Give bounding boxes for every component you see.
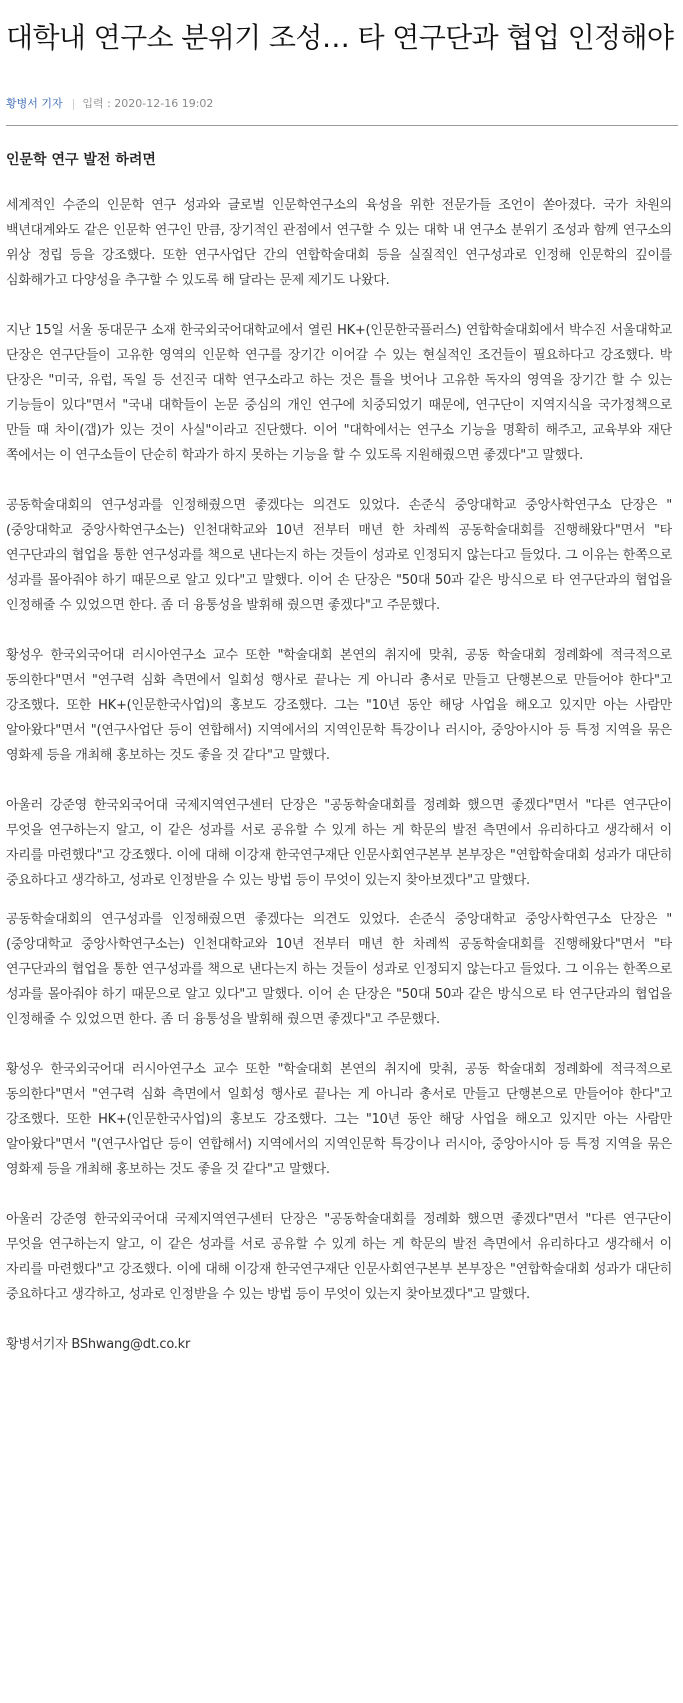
article-paragraph: 황성우 한국외국어대 러시아연구소 교수 또한 "학술대회 본연의 취지에 맞춰, 공동 학술대회 정례화에 적극적으로 동의한다"면서 "연구력 심화 측면에서 일회성 행사로 끝나는 게 아니라 총서로 만들고 단행본으로 만들어야 한다"고 강조했다. 또한 HK+(인문한국사업)의 홍보도 강조했다. 그는 "10년 동안 해당 사업을 해오고 있지만 아는 사람만 알아왔다"면서 "(연구사업단 등이 연합해서) 지역에서의 지역인문학 특강이나 러시아, 중앙아시아 등 특정 지역을 묶은 영화제 등을 개최해 홍보하는 것도 좋을 것 같다"고 말했다.: [6, 1062, 672, 1177]
article-paragraph: 공동학술대회의 연구성과를 인정해줬으면 좋겠다는 의견도 있었다. 손준식 중앙대학교 중앙사학연구소 단장은 "(중앙대학교 중앙사학연구소는) 인천대학교와 10년 전부터 매년 한 차례씩 공동학술대회를 진행해왔다"면서 "타 연구단과의 협업을 통한 연구성과를 책으로 낸다는지 하는 것들이 성과로 인정되지 않는다고 들었다. 그 이유는 한쪽으로 성과를 몰아줘야 하기 때문으로 알고 있다"고 말했다. 이어 손 단장은 "50대 50과 같은 방식으로 타 연구단과의 협업을 인정해줄 수 있었으면 한다. 좀 더 융통성을 발휘해 줬으면 좋겠다"고 주문했다.: [6, 912, 672, 1027]
reporter-name[interactable]: 황병서 기자: [6, 97, 63, 110]
published-date: 입력 : 2020-12-16 19:02: [82, 97, 214, 110]
article-paragraph: 아울러 강준영 한국외국어대 국제지역연구센터 단장은 "공동학술대회를 정례화 했으면 좋겠다"면서 "다른 연구단이 무엇을 연구하는지 알고, 이 같은 성과를 서로 공유할 수 있게 하는 게 학문의 발전 측면에서 유리하다고 생각해서 이 자리를 마련했다"고 강조했다. 이에 대해 이강재 한국연구재단 인문사회연구본부 본부장은 "연합학술대회 성과가 대단히 중요하다고 생각하고, 성과로 인정받을 수 있는 방법 등이 무엇이 있는지 찾아보겠다"고 말했다.: [6, 1212, 672, 1302]
article-paragraph: 공동학술대회의 연구성과를 인정해줬으면 좋겠다는 의견도 있었다. 손준식 중앙대학교 중앙사학연구소 단장은 "(중앙대학교 중앙사학연구소는) 인천대학교와 10년 전부터 매년 한 차례씩 공동학술대회를 진행해왔다"면서 "타 연구단과의 협업을 통한 연구성과를 책으로 낸다는지 하는 것들이 성과로 인정되지 않는다고 들었다. 그 이유는 한쪽으로 성과를 몰아줘야 하기 때문으로 알고 있다"고 말했다. 이어 손 단장은 "50대 50과 같은 방식으로 타 연구단과의 협업을 인정해줄 수 있었으면 한다. 좀 더 융통성을 발휘해 줬으면 좋겠다"고 주문했다.: [6, 498, 672, 613]
article-paragraph: 지난 15일 서울 동대문구 소재 한국외국어대학교에서 열린 HK+(인문한국플러스) 연합학술대회에서 박수진 서울대학교 단장은 연구단들이 고유한 영역의 인문학 연구를 장기간 이어갈 수 있는 현실적인 조건들이 필요하다고 강조했다. 박 단장은 "미국, 유럽, 독일 등 선진국 대학 연구소라고 하는 것은 틀을 벗어나 고유한 독자의 영역을 장기간 할 수 있는 기능들이 있다"면서 "국내 대학들이 논문 중심의 개인 연구에 치중되었기 때문에, 연구단이 지역지식을 국가정책으로 만들 때 차이(갭)가 있는 것이 사실"이라고 진단했다. 이어 "대학에서는 연구소 기능을 명확히 해주고, 교육부와 재단 쪽에서는 이 연구소들이 단순히 학과가 하지 못하는 기능을 할 수 있도록 지원해줬으면 좋겠다"고 말했다.: [6, 323, 672, 463]
article-paragraph: 아울러 강준영 한국외국어대 국제지역연구센터 단장은 "공동학술대회를 정례화 했으면 좋겠다"면서 "다른 연구단이 무엇을 연구하는지 알고, 이 같은 성과를 서로 공유할 수 있게 하는 게 학문의 발전 측면에서 유리하다고 생각해서 이 자리를 마련했다"고 강조했다. 이에 대해 이강재 한국연구재단 인문사회연구본부 본부장은 "연합학술대회 성과가 대단히 중요하다고 생각하고, 성과로 인정받을 수 있는 방법 등이 무엇이 있는지 찾아보겠다"고 말했다.: [6, 798, 672, 888]
byline-divider: |: [71, 97, 76, 110]
article-body: [6, 193, 672, 1357]
reporter-signature: 황병서기자 BShwang@dt.co.kr: [6, 1337, 191, 1352]
article-paragraph: 황성우 한국외국어대 러시아연구소 교수 또한 "학술대회 본연의 취지에 맞춰, 공동 학술대회 정례화에 적극적으로 동의한다"면서 "연구력 심화 측면에서 일회성 행사로 끝나는 게 아니라 총서로 만들고 단행본으로 만들어야 한다"고 강조했다. 또한 HK+(인문한국사업)의 홍보도 강조했다. 그는 "10년 동안 해당 사업을 해오고 있지만 아는 사람만 알아왔다"면서 "(연구사업단 등이 연합해서) 지역에서의 지역인문학 특강이나 러시아, 중앙아시아 등 특정 지역을 묶은 영화제 등을 개최해 홍보하는 것도 좋을 것 같다"고 말했다.: [6, 648, 672, 763]
header-divider: [6, 125, 678, 126]
article-title: 대학내 연구소 분위기 조성… 타 연구단과 협업 인정해야: [6, 21, 674, 54]
article-byline: [6, 96, 683, 112]
article-paragraph: 세계적인 수준의 인문학 연구 성과와 글로벌 인문학연구소의 육성을 위한 전문가들 조언이 쏟아졌다. 국가 차원의 백년대계와도 같은 인문학 연구인 만큼, 장기적인 관점에서 연구할 수 있는 대학 내 연구소 분위기 조성과 함께 연구소의 위상 정립 등을 강조했다. 또한 연구사업단 간의 연합학술대회 등을 실질적인 연구성과로 인정해 인문학의 깊이를 심화해가고 다양성을 추구할 수 있도록 해 달라는 문제 제기도 나왔다.: [6, 198, 672, 288]
article-subtitle: 인문학 연구 발전 하려면: [6, 152, 156, 168]
